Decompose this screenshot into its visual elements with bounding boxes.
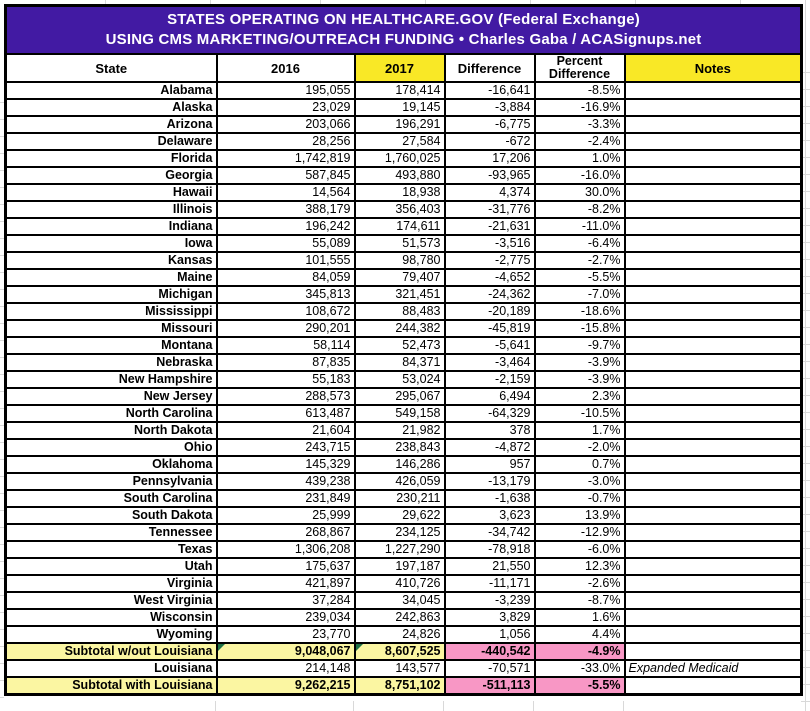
value-2016-cell[interactable]: 25,999 <box>217 507 355 524</box>
error-indicator-triangle-icon <box>356 644 363 651</box>
value-2017-cell[interactable]: 21,982 <box>355 422 445 439</box>
notes-cell[interactable] <box>625 235 802 252</box>
percent-difference-cell[interactable]: 0.7% <box>535 456 625 473</box>
notes-cell[interactable] <box>625 422 802 439</box>
value-2016-cell[interactable]: 58,114 <box>217 337 355 354</box>
difference-cell[interactable]: 1,056 <box>445 626 535 643</box>
difference-cell[interactable]: -3,239 <box>445 592 535 609</box>
state-row <box>6 609 802 626</box>
notes-cell[interactable] <box>625 150 802 167</box>
difference-cell[interactable]: -21,631 <box>445 218 535 235</box>
notes-cell[interactable] <box>625 473 802 490</box>
value-2017-cell[interactable]: 8,607,525 <box>355 643 445 660</box>
percent-difference-cell[interactable]: -8.2% <box>535 201 625 218</box>
percent-difference-cell[interactable]: -2.0% <box>535 439 625 456</box>
value-2017-cell[interactable]: 143,577 <box>355 660 445 677</box>
value-2017-cell[interactable]: 549,158 <box>355 405 445 422</box>
column-header-2016[interactable]: 2016 <box>217 54 355 82</box>
difference-cell[interactable]: 4,374 <box>445 184 535 201</box>
table-title <box>6 6 802 55</box>
difference-cell[interactable]: -16,641 <box>445 82 535 99</box>
state-cell[interactable]: Hawaii <box>6 184 217 201</box>
value-2017-cell[interactable]: 178,414 <box>355 82 445 99</box>
column-header-row <box>6 54 802 82</box>
value-2016-cell[interactable]: 1,306,208 <box>217 541 355 558</box>
value-2017-cell[interactable]: 53,024 <box>355 371 445 388</box>
background-gridline-right-edge <box>805 0 806 711</box>
difference-cell[interactable]: 378 <box>445 422 535 439</box>
state-row <box>6 184 802 201</box>
difference-cell[interactable]: -31,776 <box>445 201 535 218</box>
state-row <box>6 252 802 269</box>
value-2016-cell[interactable]: 145,329 <box>217 456 355 473</box>
state-row <box>6 269 802 286</box>
difference-cell[interactable]: -511,113 <box>445 677 535 695</box>
state-row <box>6 167 802 184</box>
value-2016-cell[interactable]: 28,256 <box>217 133 355 150</box>
value-2016-cell[interactable]: 613,487 <box>217 405 355 422</box>
difference-cell[interactable]: -1,638 <box>445 490 535 507</box>
value-2017-cell[interactable]: 19,145 <box>355 99 445 116</box>
percent-difference-cell[interactable]: -8.7% <box>535 592 625 609</box>
value-2016-cell[interactable]: 288,573 <box>217 388 355 405</box>
state-row <box>6 592 802 609</box>
value-2017-cell[interactable]: 1,760,025 <box>355 150 445 167</box>
notes-cell[interactable] <box>625 354 802 371</box>
state-row <box>6 286 802 303</box>
difference-cell[interactable]: -64,329 <box>445 405 535 422</box>
percent-difference-cell[interactable]: -12.9% <box>535 524 625 541</box>
state-cell[interactable]: South Dakota <box>6 507 217 524</box>
percent-difference-cell[interactable]: -11.0% <box>535 218 625 235</box>
state-cell[interactable]: New Hampshire <box>6 371 217 388</box>
notes-cell[interactable] <box>625 507 802 524</box>
difference-cell[interactable]: 21,550 <box>445 558 535 575</box>
background-gridline-stub <box>623 701 624 711</box>
value-2017-cell[interactable]: 18,938 <box>355 184 445 201</box>
value-2017-cell[interactable]: 426,059 <box>355 473 445 490</box>
value-2016-cell[interactable]: 268,867 <box>217 524 355 541</box>
state-cell[interactable]: Utah <box>6 558 217 575</box>
state-cell[interactable]: Virginia <box>6 575 217 592</box>
state-cell[interactable]: Montana <box>6 337 217 354</box>
state-cell[interactable]: Ohio <box>6 439 217 456</box>
value-2016-cell[interactable]: 203,066 <box>217 116 355 133</box>
state-cell[interactable]: Tennessee <box>6 524 217 541</box>
state-cell[interactable]: Indiana <box>6 218 217 235</box>
state-row <box>6 150 802 167</box>
difference-cell[interactable]: -4,652 <box>445 269 535 286</box>
state-cell[interactable]: Pennsylvania <box>6 473 217 490</box>
percent-difference-cell[interactable]: 1.7% <box>535 422 625 439</box>
notes-cell[interactable]: Expanded Medicaid <box>625 660 802 677</box>
state-row <box>6 473 802 490</box>
notes-cell[interactable] <box>625 388 802 405</box>
value-2017-cell[interactable]: 29,622 <box>355 507 445 524</box>
background-gridline-stub <box>215 701 216 711</box>
value-2016-cell[interactable]: 388,179 <box>217 201 355 218</box>
value-2017-cell[interactable]: 234,125 <box>355 524 445 541</box>
value-2017-cell[interactable]: 493,880 <box>355 167 445 184</box>
background-gridline-stub <box>443 701 444 711</box>
state-cell[interactable]: Florida <box>6 150 217 167</box>
percent-difference-cell[interactable]: -3.9% <box>535 354 625 371</box>
state-row <box>6 490 802 507</box>
value-2017-cell[interactable]: 52,473 <box>355 337 445 354</box>
value-2016-cell[interactable]: 9,048,067 <box>217 643 355 660</box>
state-cell[interactable]: Delaware <box>6 133 217 150</box>
state-row <box>6 133 802 150</box>
difference-cell[interactable]: -5,641 <box>445 337 535 354</box>
state-cell[interactable]: Georgia <box>6 167 217 184</box>
value-2016-cell[interactable]: 55,089 <box>217 235 355 252</box>
state-row <box>6 82 802 99</box>
notes-cell[interactable] <box>625 133 802 150</box>
notes-cell[interactable] <box>625 677 802 695</box>
background-gridline-stub <box>353 701 354 711</box>
value-2017-cell[interactable]: 230,211 <box>355 490 445 507</box>
state-cell[interactable]: New Jersey <box>6 388 217 405</box>
notes-cell[interactable] <box>625 303 802 320</box>
state-cell[interactable]: Mississippi <box>6 303 217 320</box>
notes-cell[interactable] <box>625 201 802 218</box>
subtotal-row <box>6 643 802 660</box>
percent-difference-cell[interactable]: 1.0% <box>535 150 625 167</box>
state-cell[interactable]: Michigan <box>6 286 217 303</box>
value-2016-cell[interactable]: 243,715 <box>217 439 355 456</box>
notes-cell[interactable] <box>625 541 802 558</box>
state-row <box>6 235 802 252</box>
difference-cell[interactable]: -70,571 <box>445 660 535 677</box>
notes-cell[interactable] <box>625 558 802 575</box>
state-cell[interactable]: Nebraska <box>6 354 217 371</box>
percent-difference-cell[interactable]: 4.4% <box>535 626 625 643</box>
state-cell[interactable]: Texas <box>6 541 217 558</box>
value-2017-cell[interactable]: 238,843 <box>355 439 445 456</box>
difference-cell[interactable]: 957 <box>445 456 535 473</box>
difference-cell[interactable]: -6,775 <box>445 116 535 133</box>
value-2016-cell[interactable]: 23,770 <box>217 626 355 643</box>
notes-cell[interactable] <box>625 320 802 337</box>
table-body <box>6 82 802 695</box>
difference-cell[interactable]: -3,884 <box>445 99 535 116</box>
value-2017-cell[interactable]: 27,584 <box>355 133 445 150</box>
state-row <box>6 303 802 320</box>
notes-cell[interactable] <box>625 184 802 201</box>
value-2017-cell[interactable]: 174,611 <box>355 218 445 235</box>
difference-cell[interactable]: -45,819 <box>445 320 535 337</box>
state-row <box>6 439 802 456</box>
percent-difference-cell[interactable]: -5.5% <box>535 269 625 286</box>
column-header-state[interactable]: State <box>6 54 217 82</box>
value-2016-cell[interactable]: 195,055 <box>217 82 355 99</box>
notes-cell[interactable] <box>625 371 802 388</box>
notes-cell[interactable] <box>625 524 802 541</box>
percent-difference-cell[interactable]: -6.4% <box>535 235 625 252</box>
column-header-2017[interactable]: 2017 <box>355 54 445 82</box>
notes-cell[interactable] <box>625 439 802 456</box>
state-row <box>6 575 802 592</box>
percent-difference-cell[interactable]: -16.9% <box>535 99 625 116</box>
difference-cell[interactable]: -24,362 <box>445 286 535 303</box>
value-2016-cell[interactable]: 1,742,819 <box>217 150 355 167</box>
value-2016-cell[interactable]: 239,034 <box>217 609 355 626</box>
value-2017-cell[interactable]: 295,067 <box>355 388 445 405</box>
state-cell[interactable]: South Carolina <box>6 490 217 507</box>
error-indicator-triangle-icon <box>218 644 225 651</box>
value-2017-cell[interactable]: 8,751,102 <box>355 677 445 695</box>
value-2016-cell[interactable]: 345,813 <box>217 286 355 303</box>
percent-difference-cell[interactable]: -16.0% <box>535 167 625 184</box>
percent-difference-cell[interactable]: 2.3% <box>535 388 625 405</box>
state-row <box>6 388 802 405</box>
state-cell[interactable]: Alabama <box>6 82 217 99</box>
notes-cell[interactable] <box>625 490 802 507</box>
percent-difference-cell[interactable]: -3.9% <box>535 371 625 388</box>
state-cell[interactable]: Subtotal with Louisiana <box>6 677 217 695</box>
notes-cell[interactable] <box>625 405 802 422</box>
percent-difference-cell[interactable]: -2.4% <box>535 133 625 150</box>
state-row <box>6 456 802 473</box>
difference-cell[interactable]: 3,829 <box>445 609 535 626</box>
difference-cell[interactable]: 3,623 <box>445 507 535 524</box>
percent-difference-cell[interactable]: -8.5% <box>535 82 625 99</box>
percent-difference-cell[interactable]: -9.7% <box>535 337 625 354</box>
notes-cell[interactable] <box>625 337 802 354</box>
column-header-percent-difference[interactable]: Percent Difference <box>535 54 625 82</box>
state-row <box>6 354 802 371</box>
state-row <box>6 422 802 439</box>
state-row <box>6 660 802 677</box>
table-title-line1: STATES OPERATING ON HEALTHCARE.GOV (Federal Exchange) <box>167 11 640 28</box>
state-row <box>6 405 802 422</box>
notes-cell[interactable] <box>625 592 802 609</box>
state-cell[interactable]: Wyoming <box>6 626 217 643</box>
background-gridline-stub <box>533 701 534 711</box>
difference-cell[interactable]: -4,872 <box>445 439 535 456</box>
state-row <box>6 320 802 337</box>
value-2017-cell[interactable]: 88,483 <box>355 303 445 320</box>
value-2017-cell[interactable]: 244,382 <box>355 320 445 337</box>
percent-difference-cell[interactable]: 12.3% <box>535 558 625 575</box>
title-row <box>6 6 802 55</box>
difference-cell[interactable]: -13,179 <box>445 473 535 490</box>
percent-difference-cell[interactable]: -5.5% <box>535 677 625 695</box>
state-row <box>6 218 802 235</box>
difference-cell[interactable]: -2,159 <box>445 371 535 388</box>
state-cell[interactable]: Illinois <box>6 201 217 218</box>
percent-difference-cell[interactable]: -2.7% <box>535 252 625 269</box>
value-2017-cell[interactable]: 98,780 <box>355 252 445 269</box>
value-2017-cell[interactable]: 356,403 <box>355 201 445 218</box>
percent-difference-cell[interactable]: -7.0% <box>535 286 625 303</box>
value-2016-cell[interactable]: 587,845 <box>217 167 355 184</box>
difference-cell[interactable]: -93,965 <box>445 167 535 184</box>
percent-difference-cell[interactable]: 1.6% <box>535 609 625 626</box>
difference-cell[interactable]: -3,464 <box>445 354 535 371</box>
difference-cell[interactable]: -78,918 <box>445 541 535 558</box>
difference-cell[interactable]: -34,742 <box>445 524 535 541</box>
percent-difference-cell[interactable]: -33.0% <box>535 660 625 677</box>
difference-cell[interactable]: -672 <box>445 133 535 150</box>
value-2017-cell[interactable]: 34,045 <box>355 592 445 609</box>
notes-cell[interactable] <box>625 286 802 303</box>
state-row <box>6 201 802 218</box>
value-2016-cell[interactable]: 108,672 <box>217 303 355 320</box>
value-2017-cell[interactable]: 321,451 <box>355 286 445 303</box>
percent-difference-cell[interactable]: -4.9% <box>535 643 625 660</box>
percent-difference-cell[interactable]: -3.0% <box>535 473 625 490</box>
notes-cell[interactable] <box>625 218 802 235</box>
value-2017-cell[interactable]: 197,187 <box>355 558 445 575</box>
table-title-line2: USING CMS MARKETING/OUTREACH FUNDING • Charles Gaba / ACASignups.net <box>105 31 702 48</box>
percent-difference-cell[interactable]: 30.0% <box>535 184 625 201</box>
notes-cell[interactable] <box>625 456 802 473</box>
value-2017-cell[interactable]: 146,286 <box>355 456 445 473</box>
difference-cell[interactable]: -440,542 <box>445 643 535 660</box>
value-2016-cell[interactable]: 87,835 <box>217 354 355 371</box>
percent-difference-cell[interactable]: -6.0% <box>535 541 625 558</box>
state-cell[interactable]: Alaska <box>6 99 217 116</box>
value-2016-cell[interactable]: 290,201 <box>217 320 355 337</box>
state-cell[interactable]: Kansas <box>6 252 217 269</box>
state-row <box>6 558 802 575</box>
subtotal-row <box>6 677 802 695</box>
value-2016-cell[interactable]: 84,059 <box>217 269 355 286</box>
state-cell[interactable]: Wisconsin <box>6 609 217 626</box>
value-2016-cell[interactable]: 14,564 <box>217 184 355 201</box>
difference-cell[interactable]: 6,494 <box>445 388 535 405</box>
percent-difference-cell[interactable]: -3.3% <box>535 116 625 133</box>
value-2016-cell[interactable]: 23,029 <box>217 99 355 116</box>
column-header-notes[interactable]: Notes <box>625 54 802 82</box>
value-2016-cell[interactable]: 175,637 <box>217 558 355 575</box>
value-2017-cell[interactable]: 51,573 <box>355 235 445 252</box>
value-2017-cell[interactable]: 242,863 <box>355 609 445 626</box>
percent-difference-cell[interactable]: -10.5% <box>535 405 625 422</box>
state-row <box>6 524 802 541</box>
percent-difference-cell[interactable]: -0.7% <box>535 490 625 507</box>
difference-cell[interactable]: -3,516 <box>445 235 535 252</box>
state-cell[interactable]: Subtotal w/out Louisiana <box>6 643 217 660</box>
notes-cell[interactable] <box>625 575 802 592</box>
notes-cell[interactable] <box>625 116 802 133</box>
value-2016-cell[interactable]: 231,849 <box>217 490 355 507</box>
value-2016-cell[interactable]: 421,897 <box>217 575 355 592</box>
value-2016-cell[interactable]: 439,238 <box>217 473 355 490</box>
state-row <box>6 541 802 558</box>
percent-difference-cell[interactable]: -15.8% <box>535 320 625 337</box>
state-cell[interactable]: Arizona <box>6 116 217 133</box>
notes-cell[interactable] <box>625 99 802 116</box>
notes-cell[interactable] <box>625 252 802 269</box>
state-cell[interactable]: Maine <box>6 269 217 286</box>
percent-difference-cell[interactable]: -2.6% <box>535 575 625 592</box>
notes-cell[interactable] <box>625 609 802 626</box>
notes-cell[interactable] <box>625 269 802 286</box>
difference-cell[interactable]: 17,206 <box>445 150 535 167</box>
state-row <box>6 371 802 388</box>
value-2017-cell[interactable]: 1,227,290 <box>355 541 445 558</box>
value-2017-cell[interactable]: 410,726 <box>355 575 445 592</box>
value-2017-cell[interactable]: 196,291 <box>355 116 445 133</box>
state-cell[interactable]: Missouri <box>6 320 217 337</box>
state-row <box>6 507 802 524</box>
state-row <box>6 337 802 354</box>
value-2016-cell[interactable]: 9,262,215 <box>217 677 355 695</box>
percent-difference-cell[interactable]: 13.9% <box>535 507 625 524</box>
state-cell[interactable]: Louisiana <box>6 660 217 677</box>
column-header-difference[interactable]: Difference <box>445 54 535 82</box>
state-cell[interactable]: Iowa <box>6 235 217 252</box>
value-2016-cell[interactable]: 196,242 <box>217 218 355 235</box>
difference-cell[interactable]: -2,775 <box>445 252 535 269</box>
value-2016-cell[interactable]: 55,183 <box>217 371 355 388</box>
value-2016-cell[interactable]: 101,555 <box>217 252 355 269</box>
difference-cell[interactable]: -20,189 <box>445 303 535 320</box>
state-cell[interactable]: West Virginia <box>6 592 217 609</box>
state-cell[interactable]: Oklahoma <box>6 456 217 473</box>
notes-cell[interactable] <box>625 167 802 184</box>
state-cell[interactable]: North Dakota <box>6 422 217 439</box>
notes-cell[interactable] <box>625 82 802 99</box>
value-2017-cell[interactable]: 24,826 <box>355 626 445 643</box>
percent-difference-cell[interactable]: -18.6% <box>535 303 625 320</box>
value-2017-cell[interactable]: 84,371 <box>355 354 445 371</box>
state-row <box>6 626 802 643</box>
value-2016-cell[interactable]: 21,604 <box>217 422 355 439</box>
notes-cell[interactable] <box>625 643 802 660</box>
value-2016-cell[interactable]: 37,284 <box>217 592 355 609</box>
value-2017-cell[interactable]: 79,407 <box>355 269 445 286</box>
value-2016-cell[interactable]: 214,148 <box>217 660 355 677</box>
notes-cell[interactable] <box>625 626 802 643</box>
state-row <box>6 99 802 116</box>
state-row <box>6 116 802 133</box>
difference-cell[interactable]: -11,171 <box>445 575 535 592</box>
healthcare-gov-states-table <box>4 4 803 696</box>
state-cell[interactable]: North Carolina <box>6 405 217 422</box>
